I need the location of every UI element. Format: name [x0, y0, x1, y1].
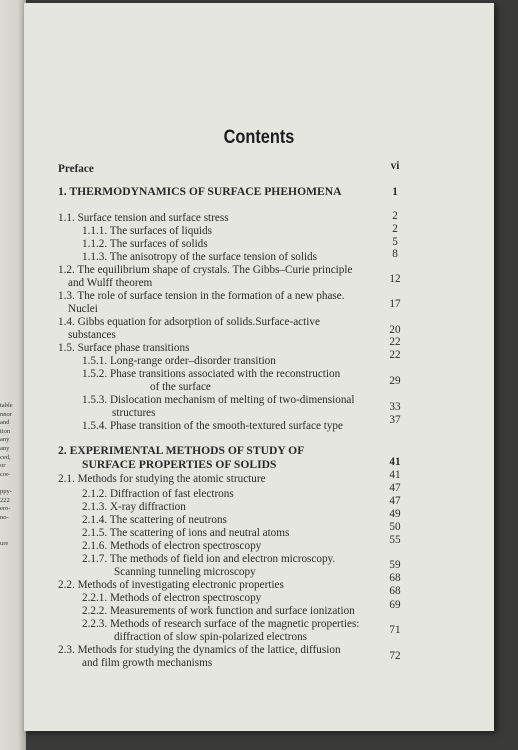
preface-label[interactable]: Preface: [58, 163, 94, 175]
toc-entry[interactable]: 1.5.4. Phase transition of the smooth-textured surface type: [82, 420, 343, 432]
toc-entry[interactable]: 1.5.2. Phase transitions associated with the reconstruction: [82, 368, 341, 380]
page-number: 8: [392, 248, 398, 260]
page-number: 72: [389, 650, 401, 662]
toc-entry[interactable]: 1.5.3. Dislocation mechanism of melting of two-dimensional: [82, 394, 355, 406]
toc-entry[interactable]: 2.1.3. X-ray diffraction: [82, 501, 186, 513]
toc-entry[interactable]: 2.2.2. Measurements of work function and surface ionization: [82, 605, 355, 617]
toc-entry-cont[interactable]: structures: [112, 407, 156, 419]
toc-entry-cont[interactable]: Scanning tunneling microscopy: [114, 566, 256, 578]
fragment: ppy-: [0, 487, 12, 495]
toc-entry-cont[interactable]: diffraction of slow spin-polarized electrons: [114, 631, 308, 643]
contents-page: [24, 3, 494, 731]
fragment: [0, 522, 22, 531]
toc-entry[interactable]: 1.2. The equilibrium shape of crystals. The Gibbs–Curie principle: [58, 264, 353, 276]
preface-page: vi: [390, 160, 400, 172]
page-number: 71: [389, 624, 401, 636]
toc-entry[interactable]: 2.1. Methods for studying the atomic structure: [58, 473, 266, 485]
fragment: no-: [0, 513, 9, 521]
fragment: any: [0, 436, 10, 444]
page-number: 22: [389, 349, 401, 361]
toc-entry[interactable]: 2.1.6. Methods of electron spectroscopy: [82, 540, 262, 552]
fragment: and: [0, 419, 10, 427]
page-number: 2: [392, 223, 398, 235]
fragment: 222: [0, 496, 10, 504]
fragment: table: [0, 402, 13, 409]
page-number: 59: [389, 559, 401, 571]
toc-entry[interactable]: 1.5.1. Long-range order–disorder transition: [82, 355, 276, 367]
chapter1-page: 1: [392, 186, 398, 198]
page-number: 5: [392, 236, 398, 248]
page-number: 68: [389, 572, 401, 584]
toc-entry[interactable]: 1.1.3. The anisotropy of the surface tension of solids: [82, 251, 317, 263]
chapter2-heading-cont[interactable]: SURFACE PROPERTIES OF SOLIDS: [82, 458, 277, 471]
page-number: 41: [389, 469, 401, 481]
toc-entry-cont[interactable]: and Wulff theorem: [68, 277, 153, 289]
page-number: 50: [389, 521, 401, 533]
toc-entry[interactable]: 2.1.2. Diffraction of fast electrons: [82, 488, 234, 500]
page-number: 55: [389, 534, 401, 546]
page-number: 49: [389, 508, 401, 520]
fragment: [0, 479, 22, 488]
page-number: 29: [389, 375, 401, 387]
toc-entry[interactable]: 1.5. Surface phase transitions: [58, 342, 190, 354]
previous-page-edge: [0, 0, 26, 750]
toc-entry[interactable]: 2.1.7. The methods of field ion and electron microscopy.: [82, 553, 336, 565]
page-number: 68: [389, 585, 401, 597]
page-number: 12: [389, 273, 401, 285]
toc-entry[interactable]: 1.3. The role of surface tension in the formation of a new phase.: [58, 290, 345, 302]
page-number: 2: [392, 210, 398, 222]
page-number: 37: [389, 414, 401, 426]
fragment: any: [0, 444, 10, 452]
page-number: 20: [389, 324, 401, 336]
page-number: 22: [389, 336, 401, 348]
toc-entry[interactable]: 2.1.5. The scattering of ions and neutral atoms: [82, 527, 290, 539]
fragment: nnor: [0, 410, 12, 418]
fragment: tion: [0, 427, 11, 435]
chapter2-heading[interactable]: 2. EXPERIMENTAL METHODS OF STUDY OF: [58, 444, 305, 457]
fragment: or: [0, 462, 6, 470]
page-number: 47: [389, 482, 401, 494]
toc-entry[interactable]: 2.2.3. Methods of research surface of the magnetic properties:: [82, 618, 360, 630]
toc-entry-cont[interactable]: substances: [68, 329, 116, 341]
fragment: ced,: [0, 453, 11, 461]
toc-entry[interactable]: 2.2. Methods of investigating electronic properties: [58, 579, 284, 591]
chapter2-page: 41: [389, 456, 401, 468]
toc-entry[interactable]: 1.4. Gibbs equation for adsorption of solids.Surface-active: [58, 316, 320, 328]
fragment: ero-: [0, 505, 11, 513]
toc-entry-cont[interactable]: Nuclei: [68, 303, 98, 315]
previous-page-text-fragments: [0, 402, 22, 548]
toc-entry[interactable]: 1.1.1. The surfaces of liquids: [82, 225, 212, 237]
toc-entry-cont[interactable]: of the surface: [150, 381, 211, 393]
page-number: 33: [389, 401, 401, 413]
page-number: 69: [389, 599, 401, 611]
toc-entry-cont[interactable]: and film growth mechanisms: [82, 657, 213, 669]
fragment: [0, 531, 22, 540]
toc-entry[interactable]: 2.1.4. The scattering of neutrons: [82, 514, 227, 526]
toc-entry[interactable]: 1.1.2. The surfaces of solids: [82, 238, 208, 250]
fragment: ure: [0, 539, 9, 547]
fragment: cor-: [0, 470, 11, 478]
chapter1-heading[interactable]: 1. THERMODYNAMICS OF SURFACE PHEHOMENA: [58, 185, 342, 198]
toc-entry[interactable]: 1.1. Surface tension and surface stress: [58, 212, 229, 224]
toc-entry[interactable]: 2.3. Methods for studying the dynamics of the lattice, diffusion: [58, 644, 341, 656]
page-title: Contents: [223, 127, 295, 148]
page-number: 47: [389, 495, 401, 507]
page-number: 17: [389, 298, 401, 310]
toc-entry[interactable]: 2.2.1. Methods of electron spectroscopy: [82, 592, 262, 604]
